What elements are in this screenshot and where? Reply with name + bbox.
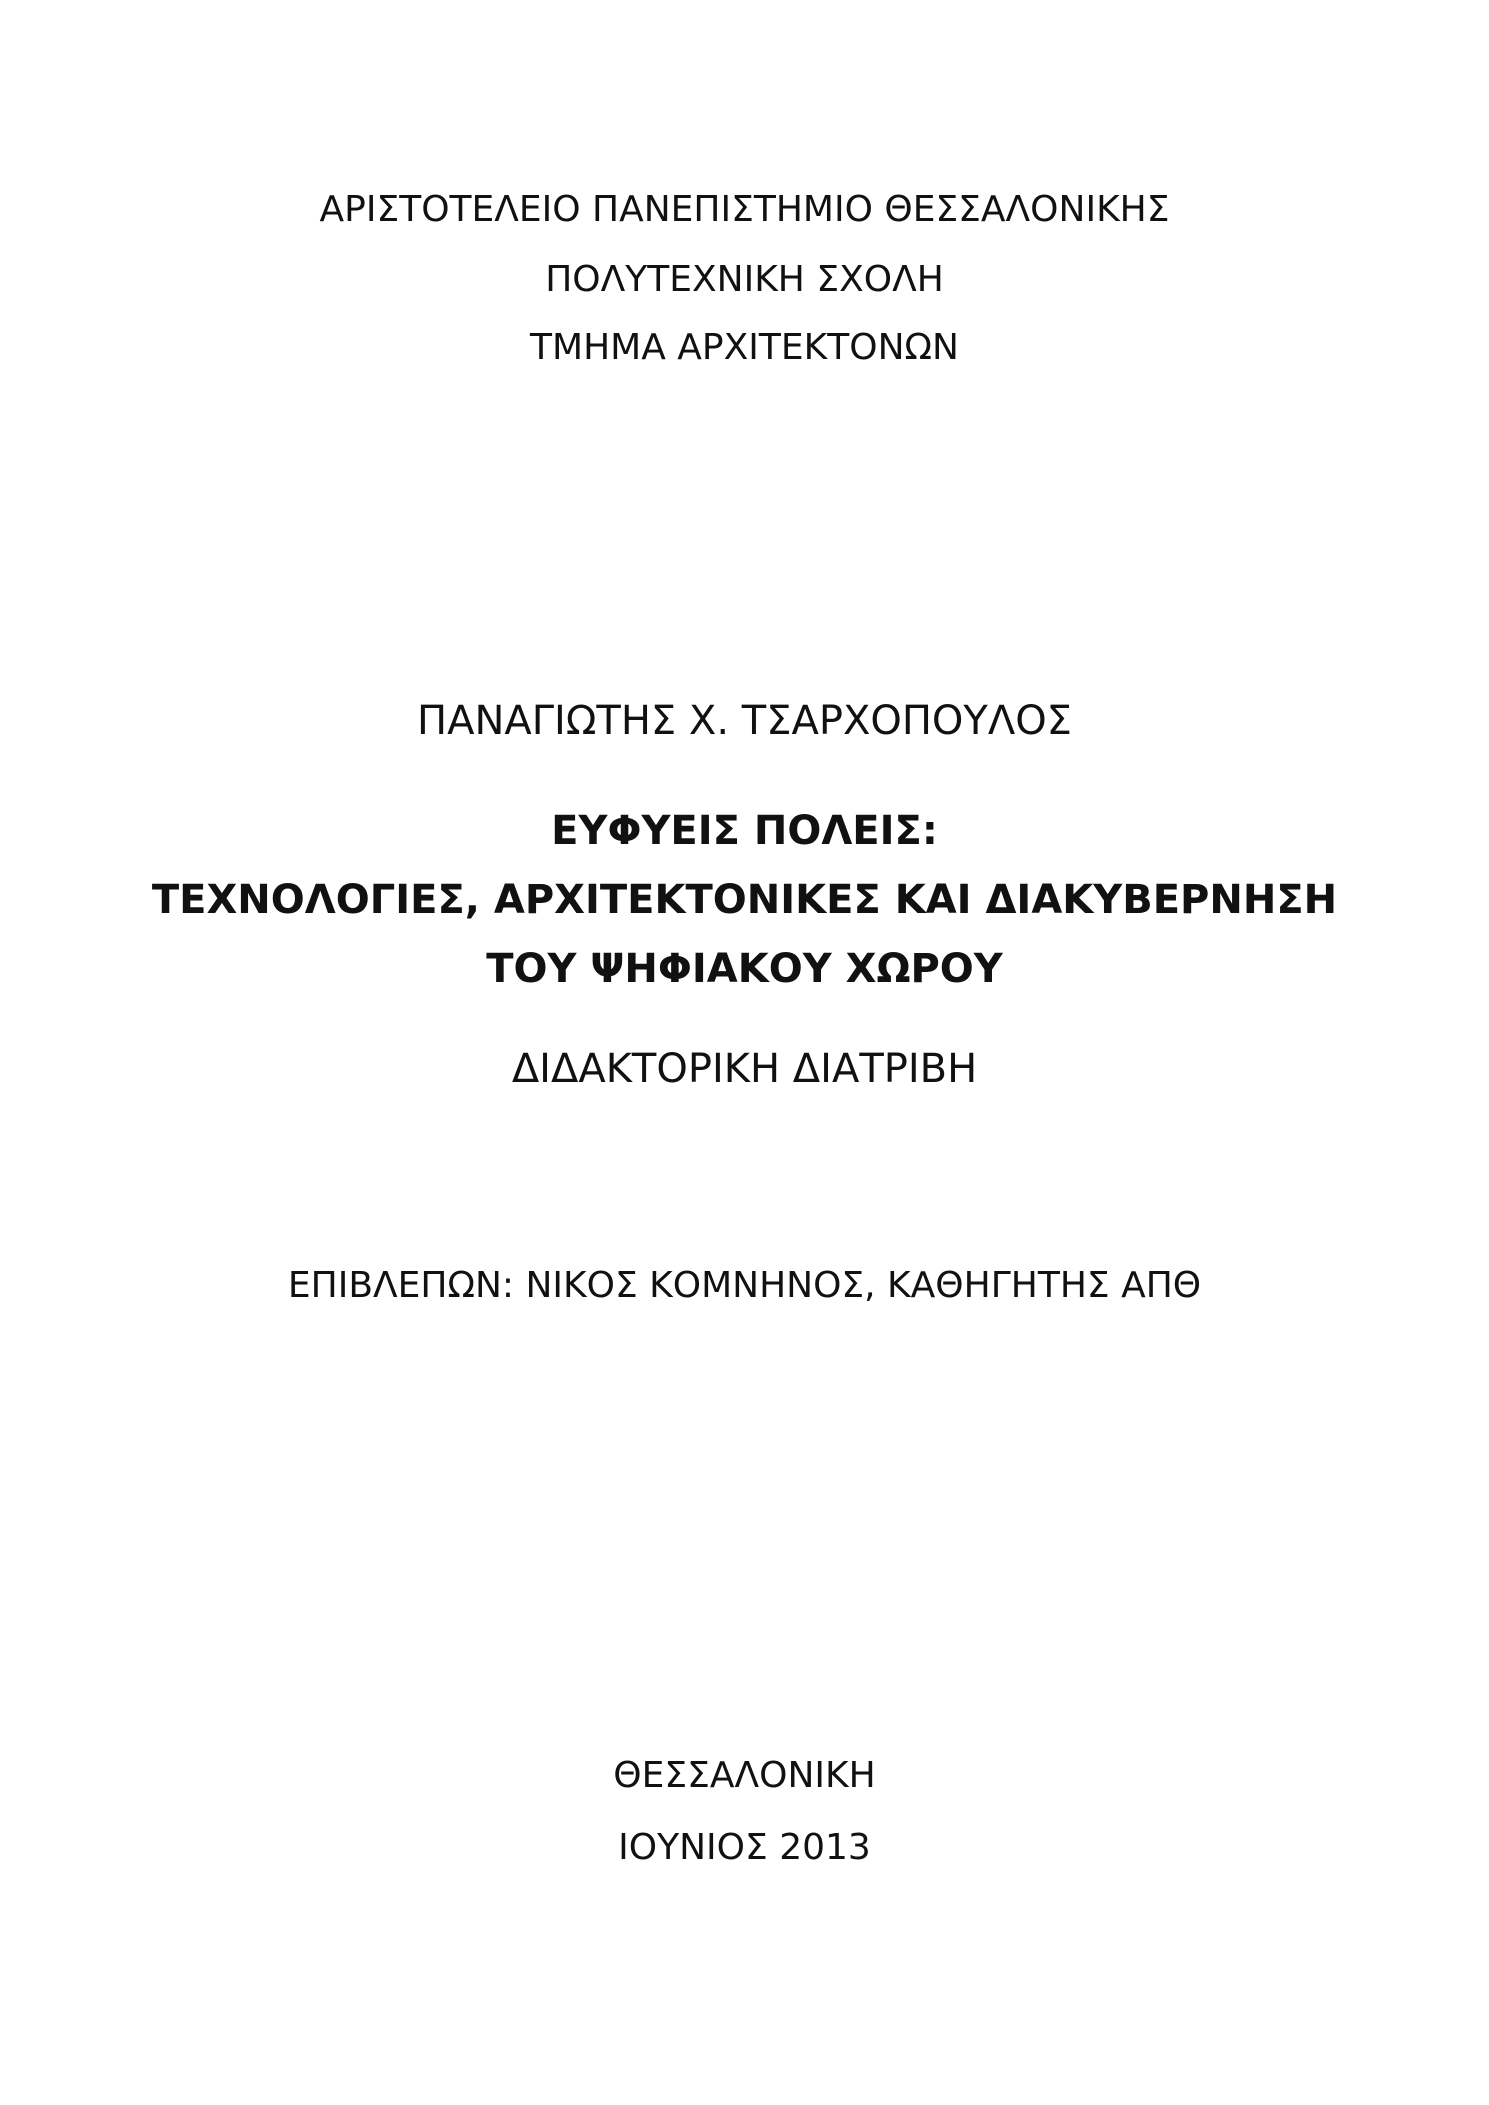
thesis-title-line-2: ΤΕΧΝΟΛΟΓΙΕΣ, ΑΡΧΙΤΕΚΤΟΝΙΚΕΣ ΚΑΙ ΔΙΑΚΥΒΕΡΝΗΣΗ [151, 877, 1338, 923]
thesis-type: ΔΙΔΑΚΤΟΡΙΚΗ ΔΙΑΤΡΙΒΗ [511, 1046, 978, 1092]
department-name: ΤΜΗΜΑ ΑΡΧΙΤΕΚΤΟΝΩΝ [530, 327, 959, 368]
city: ΘΕΣΣΑΛΟΝΙΚΗ [613, 1755, 876, 1796]
date: ΙΟΥΝΙΟΣ 2013 [618, 1827, 871, 1868]
thesis-title-line-3: ΤΟΥ ΨΗΦΙΑΚΟΥ ΧΩΡΟΥ [486, 946, 1003, 992]
supervisor-line: ΕΠΙΒΛΕΠΩΝ: ΝΙΚΟΣ ΚΟΜΝΗΝΟΣ, ΚΑΘΗΓΗΤΗΣ ΑΠΘ [287, 1265, 1202, 1306]
university-name: ΑΡΙΣΤΟΤΕΛΕΙΟ ΠΑΝΕΠΙΣΤΗΜΙΟ ΘΕΣΣΑΛΟΝΙΚΗΣ [319, 189, 1170, 230]
thesis-title-line-1: ΕΥΦΥΕΙΣ ΠΟΛΕΙΣ: [551, 808, 938, 854]
school-name: ΠΟΛΥΤΕΧΝΙΚΗ ΣΧΟΛΗ [545, 259, 944, 300]
author-name: ΠΑΝΑΓΙΩΤΗΣ Χ. ΤΣΑΡΧΟΠΟΥΛΟΣ [417, 698, 1072, 744]
